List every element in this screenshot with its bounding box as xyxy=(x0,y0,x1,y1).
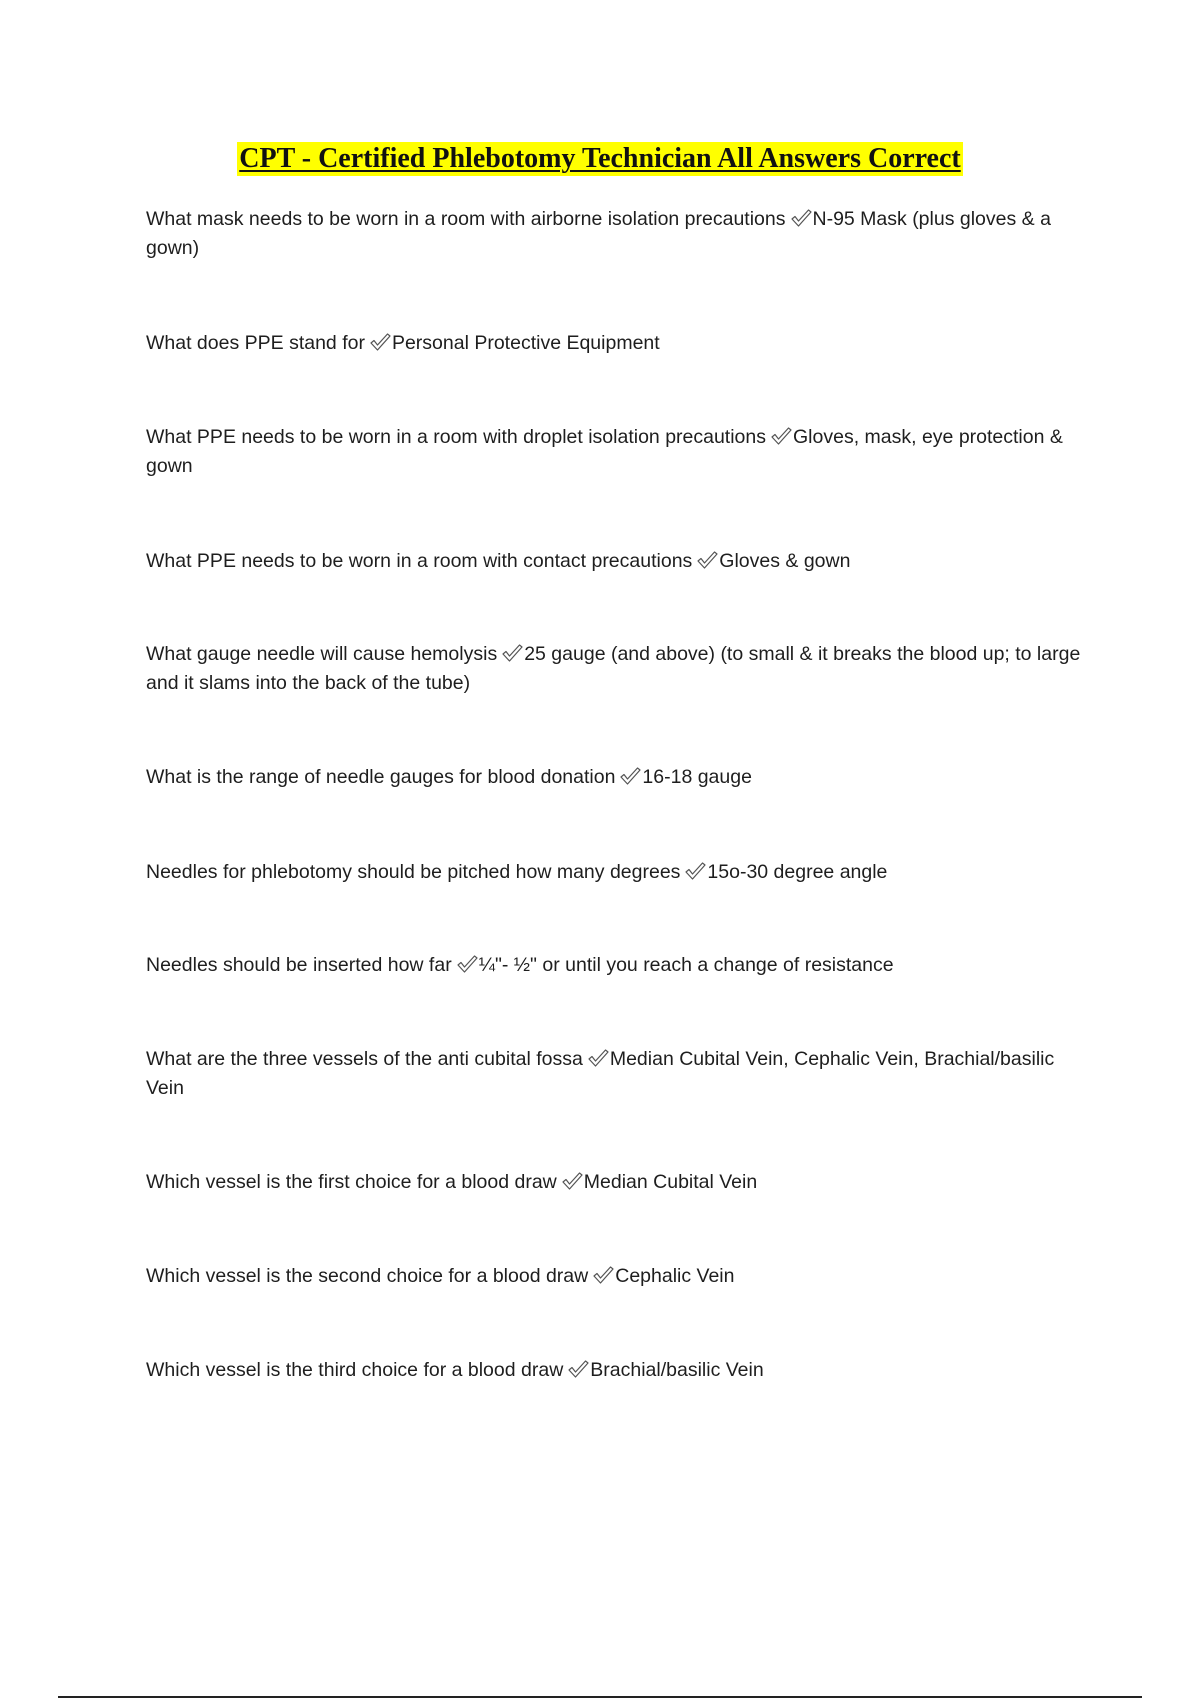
answer-text: ¼"- ½" or until you reach a change of resistance xyxy=(478,954,894,976)
answer-text: 16-18 gauge xyxy=(642,766,752,788)
answer-text: N-95 Mask (plus gloves & a gown) xyxy=(146,208,1051,259)
check-mark-icon xyxy=(684,861,706,881)
question-text: What PPE needs to be worn in a room with droplet isolation precautions xyxy=(146,426,767,448)
answer-text: Gloves, mask, eye protection & gown xyxy=(146,426,1063,477)
answer-text: Median Cubital Vein xyxy=(583,1171,758,1193)
qa-item xyxy=(146,763,1091,792)
qa-item xyxy=(146,547,1091,576)
check-mark-icon xyxy=(456,954,478,974)
question-text: What gauge needle will cause hemolysis xyxy=(146,643,498,665)
qa-item xyxy=(146,640,1091,698)
check-mark-icon xyxy=(696,550,718,570)
qa-item xyxy=(146,1356,1091,1385)
question-text: Which vessel is the first choice for a blood draw xyxy=(146,1171,557,1193)
qa-item xyxy=(146,951,1091,980)
check-mark-icon xyxy=(770,426,792,446)
qa-item xyxy=(146,1262,1091,1291)
check-mark-icon xyxy=(369,332,391,352)
question-text: Which vessel is the second choice for a blood draw xyxy=(146,1265,589,1287)
check-mark-icon xyxy=(587,1048,609,1068)
qa-item xyxy=(146,423,1091,481)
qa-item xyxy=(146,1045,1091,1103)
check-mark-icon xyxy=(592,1265,614,1285)
answer-text: 25 gauge (and above) (to small & it breaks the blood up; to large and it slams into the back of the tube) xyxy=(146,643,1081,694)
question-text: Needles should be inserted how far xyxy=(146,954,452,976)
answer-text: Median Cubital Vein, Cephalic Vein, Brachial/basilic Vein xyxy=(146,1048,1055,1099)
page-bottom-rule xyxy=(58,1696,1142,1698)
answer-text: Brachial/basilic Vein xyxy=(590,1359,764,1381)
question-text: What are the three vessels of the anti cubital fossa xyxy=(146,1048,583,1070)
qa-item xyxy=(146,205,1091,263)
check-mark-icon xyxy=(501,643,523,663)
title-block xyxy=(0,142,1200,176)
question-text: Which vessel is the third choice for a blood draw xyxy=(146,1359,564,1381)
check-mark-icon xyxy=(567,1359,589,1379)
question-text: What is the range of needle gauges for blood donation xyxy=(146,766,616,788)
question-text: What PPE needs to be worn in a room with contact precautions xyxy=(146,550,693,572)
question-text: What mask needs to be worn in a room with airborne isolation precautions xyxy=(146,208,786,230)
check-mark-icon xyxy=(790,208,812,228)
answer-text: 15o-30 degree angle xyxy=(707,861,888,883)
check-mark-icon xyxy=(561,1171,583,1191)
page-title: CPT - Certified Phlebotomy Technician All Answers Correct xyxy=(239,143,961,174)
answer-text: Cephalic Vein xyxy=(615,1265,735,1287)
answer-text: Personal Protective Equipment xyxy=(391,332,660,354)
answer-text: Gloves & gown xyxy=(719,550,851,572)
check-mark-icon xyxy=(619,766,641,786)
question-text: Needles for phlebotomy should be pitched how many degrees xyxy=(146,861,681,883)
qa-item xyxy=(146,858,1091,887)
question-text: What does PPE stand for xyxy=(146,332,365,354)
qa-item xyxy=(146,1168,1091,1197)
qa-item xyxy=(146,329,1091,358)
